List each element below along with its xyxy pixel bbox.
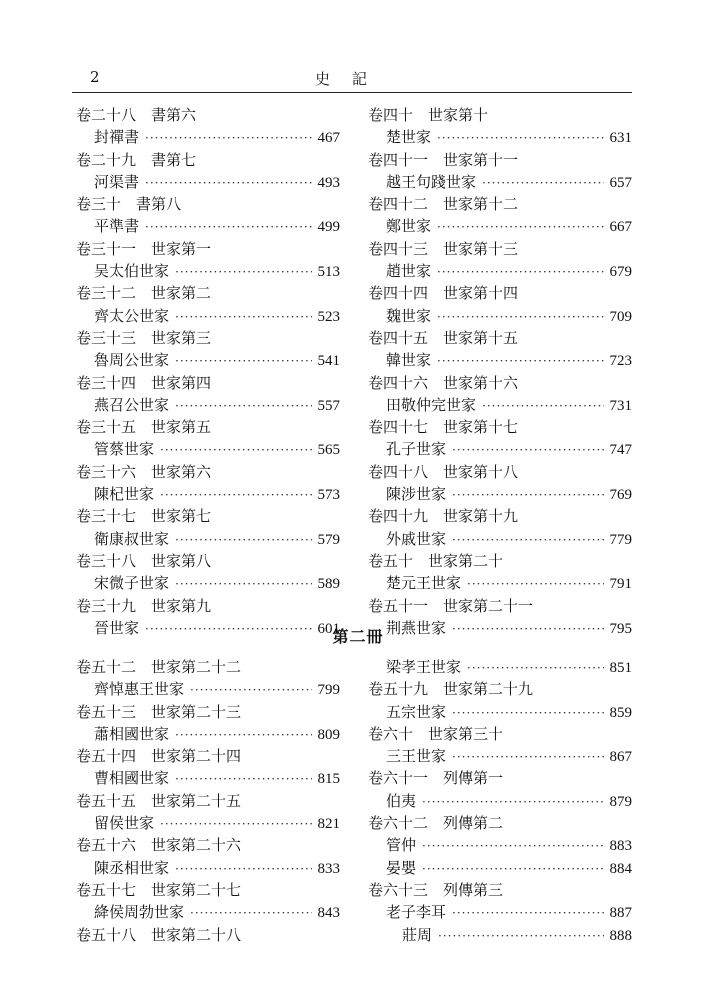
volume-label: 卷六十 世家第三十 — [368, 724, 504, 743]
volume-label: 卷四十二 世家第十二 — [368, 195, 519, 214]
volume-label: 卷三十二 世家第二 — [76, 284, 212, 303]
entry-title: 伯夷 — [386, 791, 417, 810]
entry-title: 陳杞世家 — [94, 485, 155, 504]
volume-heading — [76, 790, 340, 812]
toc-entry — [76, 812, 340, 834]
volume-heading — [368, 372, 632, 394]
entry-page-number: 573 — [317, 487, 340, 504]
entry-title: 韓世家 — [386, 351, 432, 370]
entry-title: 趙世家 — [386, 262, 432, 281]
section-title: 第二冊 — [332, 627, 384, 646]
leader-dots — [175, 577, 311, 591]
volume-heading — [76, 104, 340, 126]
entry-page-number: 579 — [317, 531, 340, 548]
leader-dots — [452, 706, 603, 720]
entry-title: 魯周公世家 — [94, 351, 170, 370]
entry-title: 楚元王世家 — [386, 574, 462, 593]
volume-label: 卷二十九 書第七 — [76, 150, 197, 169]
entry-page-number: 541 — [317, 353, 340, 370]
volume-heading — [368, 104, 632, 126]
volume-label: 卷五十六 世家第二十六 — [76, 836, 242, 855]
volume-label: 卷四十六 世家第十六 — [368, 373, 519, 392]
volume-heading — [368, 879, 632, 901]
leader-dots — [175, 862, 311, 876]
entry-title: 魏世家 — [386, 306, 432, 325]
entry-page-number: 499 — [317, 219, 340, 236]
entry-page-number: 667 — [609, 219, 632, 236]
volume-label: 卷三十八 世家第八 — [76, 551, 212, 570]
volume-label: 卷五十一 世家第二十一 — [368, 596, 534, 615]
page-number: 2 — [90, 68, 100, 86]
toc-entry — [368, 483, 632, 505]
entry-page-number: 679 — [609, 264, 632, 281]
leader-dots — [175, 399, 311, 413]
leader-dots — [452, 906, 603, 920]
leader-dots — [482, 399, 603, 413]
volume-heading — [76, 416, 340, 438]
volume-label: 卷六十三 列傳第三 — [368, 880, 504, 899]
leader-dots — [437, 131, 603, 145]
entry-title: 宋微子世家 — [94, 574, 170, 593]
volume-heading — [76, 461, 340, 483]
volume-heading — [76, 550, 340, 572]
entry-title: 五宗世家 — [386, 702, 447, 721]
entry-title: 外戚世家 — [386, 529, 447, 548]
toc-entry — [76, 678, 340, 700]
volume-label: 卷四十九 世家第十九 — [368, 507, 519, 526]
entry-title: 孔子世家 — [386, 440, 447, 459]
toc-entry — [368, 528, 632, 550]
toc-entry — [76, 483, 340, 505]
volume-label: 卷三十四 世家第四 — [76, 373, 212, 392]
volume-label: 卷六十一 列傳第一 — [368, 769, 504, 788]
toc-entry — [368, 126, 632, 148]
volume-heading — [76, 924, 340, 946]
leader-dots — [145, 220, 311, 234]
leader-dots — [175, 728, 311, 742]
entry-title: 管仲 — [386, 836, 417, 855]
entry-page-number: 888 — [609, 927, 632, 944]
toc-entry — [368, 572, 632, 594]
running-header — [72, 68, 632, 93]
entry-title: 留侯世家 — [94, 814, 155, 833]
volume-heading — [368, 461, 632, 483]
entry-page-number: 791 — [609, 576, 632, 593]
entry-page-number: 879 — [609, 793, 632, 810]
entry-page-number: 859 — [609, 704, 632, 721]
toc-entry — [76, 171, 340, 193]
volume-label: 卷五十四 世家第二十四 — [76, 747, 242, 766]
volume-heading — [368, 767, 632, 789]
leader-dots — [422, 862, 603, 876]
toc-entry — [368, 349, 632, 371]
entry-page-number: 657 — [609, 174, 632, 191]
entry-page-number: 601 — [317, 620, 340, 637]
toc-column-top-right — [368, 104, 632, 639]
entry-page-number: 523 — [317, 308, 340, 325]
entry-page-number: 513 — [317, 264, 340, 281]
toc-entry — [76, 723, 340, 745]
toc-entry — [368, 260, 632, 282]
entry-page-number: 809 — [317, 726, 340, 743]
entry-page-number: 821 — [317, 816, 340, 833]
entry-title: 衛康叔世家 — [94, 529, 170, 548]
toc-entry — [368, 790, 632, 812]
volume-label: 卷三十 書第八 — [76, 195, 182, 214]
toc-entry — [76, 126, 340, 148]
toc-entry — [368, 901, 632, 923]
entry-title: 吴太伯世家 — [94, 262, 170, 281]
volume-label: 卷四十三 世家第十三 — [368, 239, 519, 258]
volume-label: 卷五十三 世家第二十三 — [76, 702, 242, 721]
entry-title: 晏嬰 — [386, 858, 417, 877]
entry-title: 梁孝王世家 — [386, 658, 462, 676]
volume-label: 卷五十二 世家第二十二 — [76, 658, 242, 676]
leader-dots — [190, 683, 311, 697]
toc-entry — [368, 924, 632, 946]
leader-dots — [452, 488, 603, 502]
volume-label: 卷三十六 世家第六 — [76, 462, 212, 481]
toc-entry — [76, 305, 340, 327]
leader-dots — [422, 839, 603, 853]
leader-dots — [160, 488, 311, 502]
volume-heading — [76, 282, 340, 304]
volume-label: 卷四十 世家第十 — [368, 106, 489, 124]
leader-dots — [175, 354, 311, 368]
toc-entry — [76, 767, 340, 789]
volume-heading — [368, 149, 632, 171]
volume-label: 卷二十八 書第六 — [76, 106, 197, 124]
toc-entry — [368, 171, 632, 193]
entry-title: 晉世家 — [94, 618, 140, 637]
entry-page-number: 779 — [609, 531, 632, 548]
toc-entry — [76, 215, 340, 237]
volume-label: 卷五十 世家第二十 — [368, 551, 504, 570]
toc-entry — [368, 215, 632, 237]
volume-heading — [368, 282, 632, 304]
leader-dots — [145, 131, 311, 145]
toc-entry — [76, 349, 340, 371]
entry-title: 齊太公世家 — [94, 306, 170, 325]
entry-page-number: 631 — [609, 130, 632, 147]
entry-title: 絳侯周勃世家 — [94, 903, 185, 922]
entry-page-number: 731 — [609, 397, 632, 414]
entry-page-number: 833 — [317, 860, 340, 877]
volume-heading — [76, 834, 340, 856]
entry-title: 鄭世家 — [386, 217, 432, 236]
entry-page-number: 843 — [317, 905, 340, 922]
volume-label: 卷三十七 世家第七 — [76, 507, 212, 526]
volume-label: 卷五十七 世家第二十七 — [76, 880, 242, 899]
entry-page-number: 557 — [317, 397, 340, 414]
entry-title: 莊周 — [402, 925, 433, 944]
volume-label: 卷六十二 列傳第二 — [368, 814, 504, 833]
toc-entry — [76, 572, 340, 594]
leader-dots — [145, 176, 311, 190]
volume-heading — [76, 149, 340, 171]
toc-column-top-left — [76, 104, 340, 639]
entry-page-number: 723 — [609, 353, 632, 370]
leader-dots — [437, 265, 603, 279]
entry-title: 齊悼惠王世家 — [94, 680, 185, 699]
volume-heading — [76, 505, 340, 527]
volume-heading — [76, 327, 340, 349]
toc-column-bottom-right — [368, 656, 632, 946]
entry-page-number: 467 — [317, 130, 340, 147]
leader-dots — [437, 310, 603, 324]
leader-dots — [175, 533, 311, 547]
volume-heading — [368, 238, 632, 260]
entry-page-number: 747 — [609, 442, 632, 459]
leader-dots — [160, 817, 311, 831]
volume-heading — [368, 193, 632, 215]
entry-page-number: 493 — [317, 174, 340, 191]
toc-column-bottom-left — [76, 656, 340, 946]
volume-label: 卷五十八 世家第二十八 — [76, 925, 242, 944]
toc-entry — [368, 394, 632, 416]
leader-dots — [482, 176, 603, 190]
entry-page-number: 589 — [317, 576, 340, 593]
leader-dots — [437, 220, 603, 234]
leader-dots — [175, 310, 311, 324]
leader-dots — [467, 577, 603, 591]
toc-entry — [368, 857, 632, 879]
toc-entry — [368, 745, 632, 767]
entry-page-number: 887 — [609, 905, 632, 922]
volume-heading — [76, 879, 340, 901]
leader-dots — [467, 661, 603, 675]
leader-dots — [452, 443, 603, 457]
toc-entry — [368, 834, 632, 856]
volume-label: 卷三十一 世家第一 — [76, 239, 212, 258]
volume-label: 卷四十五 世家第十五 — [368, 328, 519, 347]
leader-dots — [438, 929, 603, 943]
volume-heading — [368, 812, 632, 834]
entry-title: 河渠書 — [94, 172, 140, 191]
volume-label: 卷三十九 世家第九 — [76, 596, 212, 615]
volume-label: 卷三十五 世家第五 — [76, 418, 212, 437]
leader-dots — [175, 772, 311, 786]
leader-dots — [175, 265, 311, 279]
leader-dots — [452, 533, 603, 547]
leader-dots — [437, 354, 603, 368]
leader-dots — [160, 443, 311, 457]
entry-title: 越王句踐世家 — [386, 172, 477, 191]
entry-title: 封禪書 — [94, 128, 140, 147]
leader-dots — [452, 750, 603, 764]
leader-dots — [422, 795, 603, 809]
volume-heading — [76, 372, 340, 394]
entry-page-number: 799 — [317, 682, 340, 699]
volume-label: 卷五十九 世家第二十九 — [368, 680, 534, 699]
entry-page-number: 795 — [609, 620, 632, 637]
toc-entry — [368, 438, 632, 460]
toc-entry — [76, 394, 340, 416]
entry-title: 田敬仲完世家 — [386, 395, 477, 414]
book-title: 史記 — [314, 70, 389, 88]
volume-heading — [76, 745, 340, 767]
entry-page-number: 851 — [609, 660, 632, 676]
entry-title: 三王世家 — [386, 747, 447, 766]
entry-page-number: 769 — [609, 487, 632, 504]
volume-heading — [76, 701, 340, 723]
entry-title: 平準書 — [94, 217, 140, 236]
volume-heading — [368, 416, 632, 438]
entry-title: 荆燕世家 — [386, 618, 447, 637]
entry-title: 蕭相國世家 — [94, 724, 170, 743]
volume-heading — [368, 678, 632, 700]
toc-entry — [76, 260, 340, 282]
volume-label: 卷四十一 世家第十一 — [368, 150, 519, 169]
volume-heading — [76, 656, 340, 678]
entry-title: 燕召公世家 — [94, 395, 170, 414]
entry-page-number: 815 — [317, 771, 340, 788]
leader-dots — [190, 906, 311, 920]
entry-title: 陳涉世家 — [386, 485, 447, 504]
volume-heading — [368, 327, 632, 349]
toc-entry — [76, 857, 340, 879]
volume-label: 卷四十七 世家第十七 — [368, 418, 519, 437]
toc-entry — [76, 901, 340, 923]
volume-label: 卷四十八 世家第十八 — [368, 462, 519, 481]
entry-title: 曹相國世家 — [94, 769, 170, 788]
toc-entry — [368, 305, 632, 327]
volume-label: 卷四十四 世家第十四 — [368, 284, 519, 303]
volume-heading — [368, 595, 632, 617]
toc-entry — [368, 701, 632, 723]
volume-heading — [368, 550, 632, 572]
entry-page-number: 867 — [609, 749, 632, 766]
entry-page-number: 884 — [609, 860, 632, 877]
volume-heading — [76, 595, 340, 617]
toc-entry — [76, 438, 340, 460]
entry-title: 楚世家 — [386, 128, 432, 147]
toc-entry — [76, 528, 340, 550]
entry-page-number: 565 — [317, 442, 340, 459]
volume-label: 卷五十五 世家第二十五 — [76, 791, 242, 810]
entry-title: 管蔡世家 — [94, 440, 155, 459]
entry-title: 老子李耳 — [386, 903, 447, 922]
entry-page-number: 883 — [609, 838, 632, 855]
entry-page-number: 709 — [609, 308, 632, 325]
volume-label: 卷三十三 世家第三 — [76, 328, 212, 347]
volume-heading — [76, 238, 340, 260]
volume-heading — [76, 193, 340, 215]
toc-entry — [368, 656, 632, 678]
volume-heading — [368, 723, 632, 745]
entry-title: 陳丞相世家 — [94, 858, 170, 877]
volume-heading — [368, 505, 632, 527]
